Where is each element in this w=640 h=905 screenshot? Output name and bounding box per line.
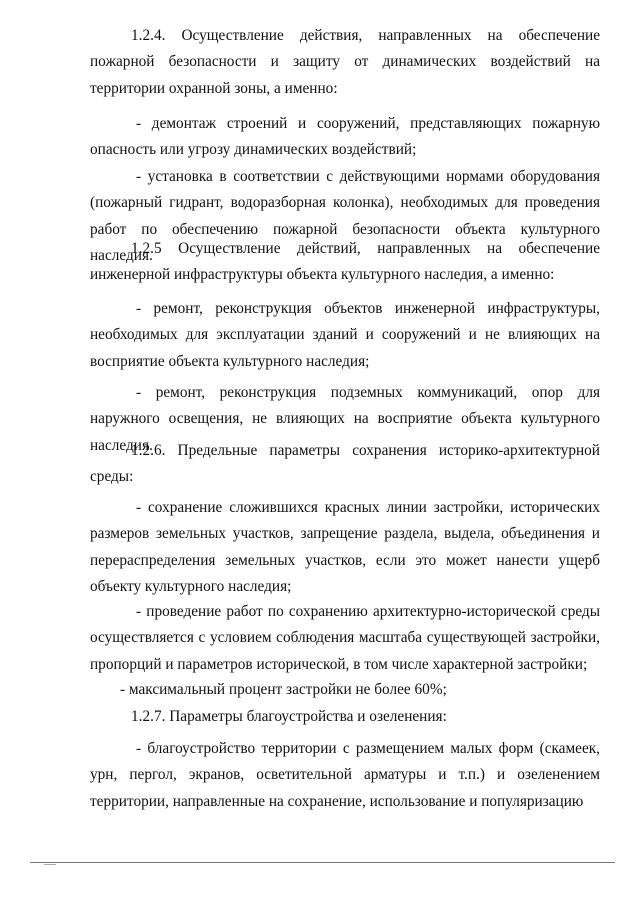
paragraph-1-2-6: 1.2.6. Предельные параметры сохранения историко-архитектурной среды: [90,442,600,486]
list-item-historic-environment: - проведение работ по сохранению архитектурно-исторической среды осуществляется с условием соблюдения масштаба существующей застройки, пропорций и параметров исторической, в том числе характерной застройки; [90,603,600,673]
list-item-infrastructure-repair: - ремонт, реконструкция объектов инженерной инфраструктуры, необходимых для эксплуатации зданий и сооружений и не влияющих на восприятие объекта культурного наследия; [90,300,600,370]
footer-rule-fragment [44,864,56,865]
list-item-max-coverage: - максимальный процент застройки не более 60%; [120,681,447,698]
paragraph-1-2-5: 1.2.5 Осуществление действий, направленных на обеспечение инженерной инфраструктуры объекта культурного наследия, а именно: [90,240,600,284]
paragraph-1-2-7: 1.2.7. Параметры благоустройства и озеленения: [131,708,447,725]
list-item-red-lines: - сохранение сложившихся красных линии застройки, исторических размеров земельных участков, запрещение раздела, выдела, объединения и перераспределения земельных участков, если это может нанести ущерб объекту культурного наследия; [90,499,600,595]
footer-rule [30,862,615,863]
list-item-landscaping: - благоустройство территории с размещением малых форм (скамеек, урн, пергол, экранов, осветительной арматуры и т.п.) и озеленением территории, направленные на сохранение, использование и популяризацию [90,740,600,810]
list-item-demolition: - демонтаж строений и сооружений, представляющих пожарную опасность или угрозу динамических воздействий; [90,115,600,159]
list-item-fire-equipment: - установка в соответствии с действующими нормами оборудования (пожарный гидрант, водоразборная колонка), необходимых для проведения работ по обеспечению пожарной безопасности объекта культурного наследия. [90,168,600,264]
list-item-underground-utilities: - ремонт, реконструкция подземных коммуникаций, опор для наружного освещения, не влияющих на восприятие объекта культурного наследия. [90,384,600,454]
paragraph-1-2-4: 1.2.4. Осуществление действия, направленных на обеспечение пожарной безопасности и защиту от динамических воздействий на территории охранной зоны, а именно: [90,27,600,97]
